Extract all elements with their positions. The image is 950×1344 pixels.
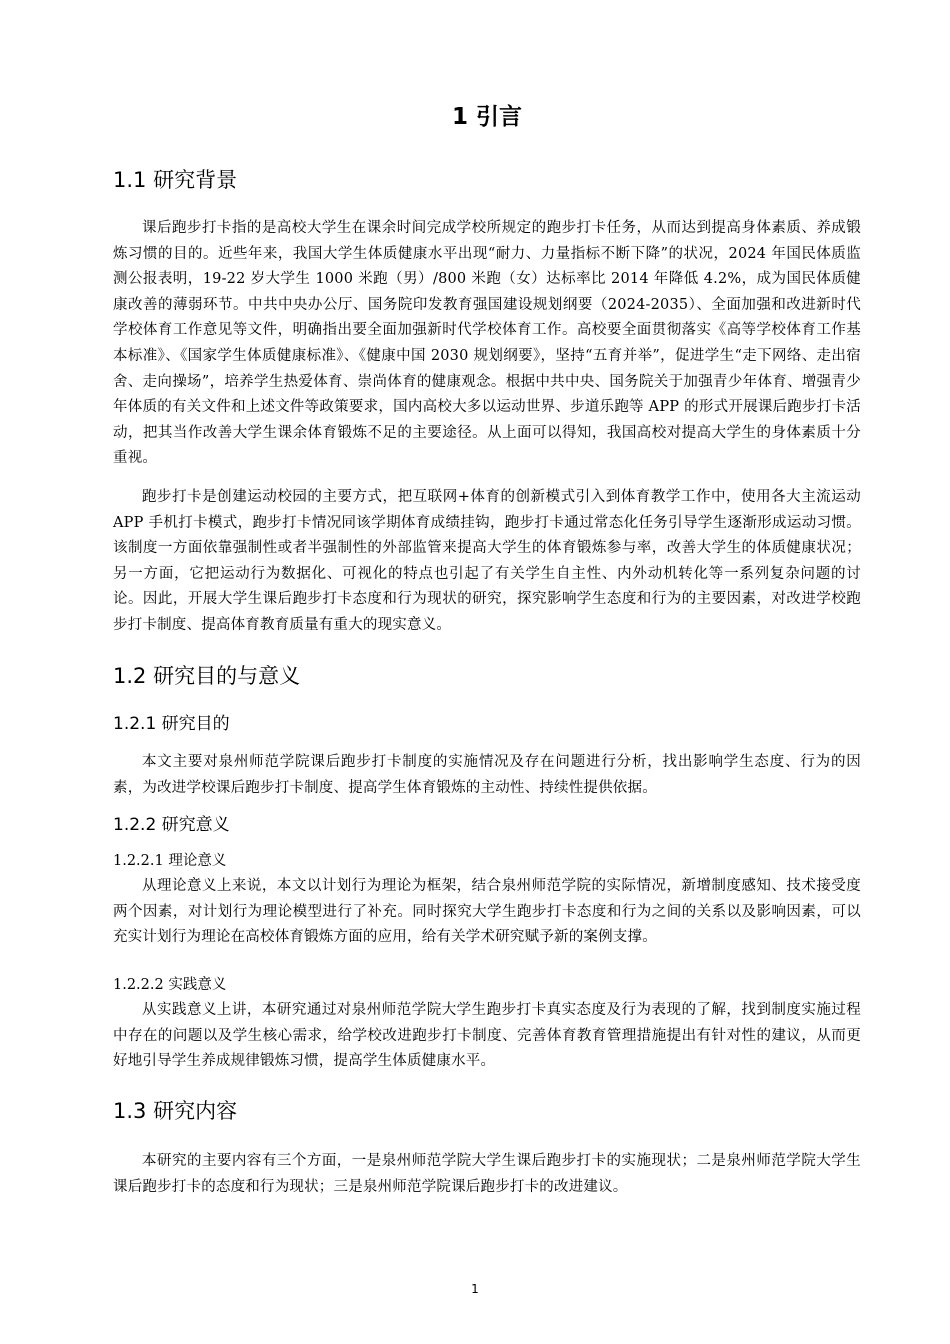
paragraph-theory: 从理论意义上来说，本文以计划行为理论为框架，结合泉州师范学院的实际情况，新增制度感知、技术接受度两个因素，对计划行为理论模型进行了补充。同时探究大学生跑步打卡态度和行为之间的关系以及影响因素，可以充实计划行为理论在高校体育锻炼方面的应用，给有关学术研究赋予新的案例支撑。 bbox=[113, 878, 861, 946]
paragraph-practice: 从实践意义上讲，本研究通过对泉州师范学院大学生跑步打卡真实态度及行为表现的了解，找到制度实施过程中存在的问题以及学生核心需求，给学校改进跑步打卡制度、完善体育教育管理措施提出有针对性的建议，从而更好地引导学生养成规律锻炼习惯，提高学生体质健康水平。 bbox=[113, 1002, 861, 1070]
paragraph-content: 本研究的主要内容有三个方面，一是泉州师范学院大学生课后跑步打卡的实施现状；二是泉州师范学院大学生课后跑步打卡的态度和行为现状；三是泉州师范学院课后跑步打卡的改进建议。 bbox=[113, 1153, 861, 1195]
subsubsection-heading-theory: 1.2.2.1 理论意义 bbox=[113, 853, 227, 869]
subsubsection-heading-practice: 1.2.2.2 实践意义 bbox=[113, 977, 227, 993]
paragraph-background-2: 跑步打卡是创建运动校园的主要方式，把互联网+体育的创新模式引入到体育教学工作中，使用各大主流运动 APP 手机打卡模式，跑步打卡情况同该学期体育成绩挂钩，跑步打卡通过常态化任务引导学生逐渐形成运动习惯。该制度一方面依靠强制性或者半强制性的外部监管来提高大学生的体育锻炼参与率，改善大学生的体质健康状况；另一方面，它把运动行为数据化、可视化的特点也引起了有关学生自主性、内外动机转化等一系列复杂问题的讨论。因此，开展大学生课后跑步打卡态度和行为现状的研究，探究影响学生态度和行为的主要因素，对改进学校跑步打卡制度、提高体育教育质量有重大的现实意义。 bbox=[113, 489, 861, 633]
paragraph-background-1: 课后跑步打卡指的是高校大学生在课余时间完成学校所规定的跑步打卡任务，从而达到提高身体素质、养成锻炼习惯的目的。近些年来，我国大学生体质健康水平出现“耐力、力量指标不断下降”的状况，2024 年国民体质监测公报表明，19-22 岁大学生 1000 米跑（男）/800 米跑（女）达标率比 2014 年降低 4.2%，成为国民体质健康改善的薄弱环节。中共中央办公厅、国务院印发教育强国建设规划纲要（2024-2035）、全面加强和改进新时代学校体育工作意见等文件，明确指出要全面加强新时代学校体育工作。高校要全面贯彻落实《高等学校体育工作基本标准》、《国家学生体质健康标准》、《健康中国 2030 规划纲要》，坚持“五育并举”，促进学生“走下网络、走出宿舍、走向操场”，培养学生热爱体育、崇尚体育的健康观念。根据中共中央、国务院关于加强青少年体育、增强青少年体质的有关文件和上述文件等政策要求，国内高校大多以运动世界、步道乐跑等 APP 的形式开展课后跑步打卡活动，把其当作改善大学生课余体育锻炼不足的主要途径。从上面可以得知，我国高校对提高大学生的身体素质十分重视。 bbox=[113, 220, 861, 467]
section-heading-1-2: 1.2 研究目的与意义 bbox=[113, 664, 301, 688]
section-heading-1-3: 1.3 研究内容 bbox=[113, 1099, 238, 1123]
paragraph-purpose: 本文主要对泉州师范学院课后跑步打卡制度的实施情况及存在问题进行分析，找出影响学生态度、行为的因素，为改进学校课后跑步打卡制度、提高学生体育锻炼的主动性、持续性提供依据。 bbox=[113, 754, 861, 796]
section-heading-1-1: 1.1 研究背景 bbox=[113, 168, 238, 192]
page-number: 1 bbox=[471, 1282, 479, 1296]
subsection-heading-1-2-1: 1.2.1 研究目的 bbox=[113, 714, 230, 734]
chapter-title: 1 引言 bbox=[451, 104, 522, 130]
subsection-heading-1-2-2: 1.2.2 研究意义 bbox=[113, 815, 230, 835]
